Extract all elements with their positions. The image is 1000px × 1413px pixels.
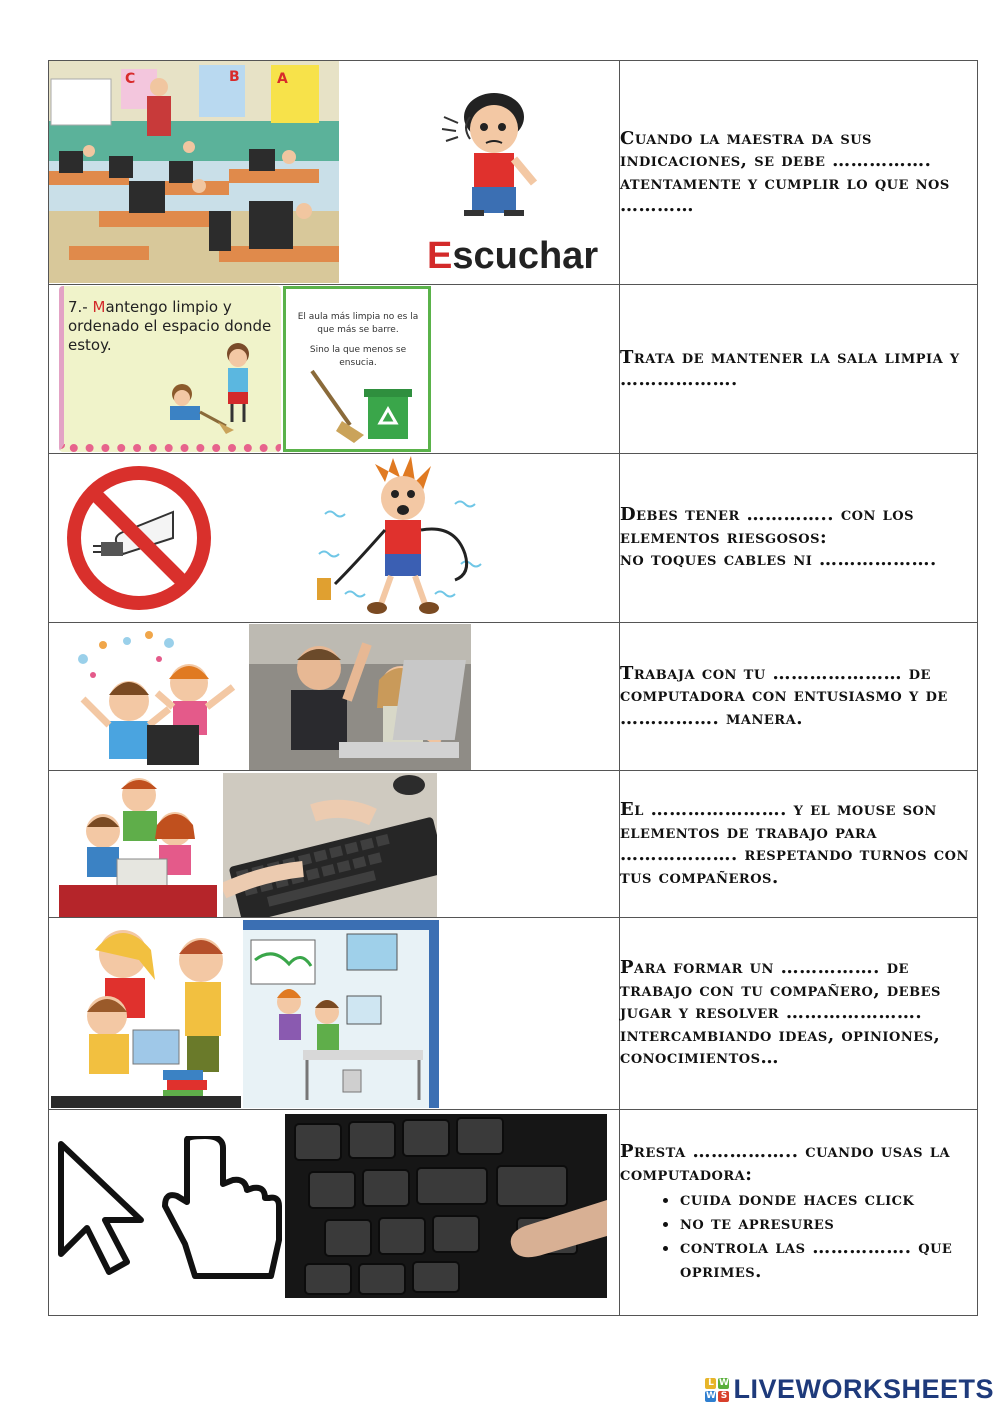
row-7-intro: Presta …………….. cuando usas la computadora: bbox=[620, 1141, 951, 1185]
row-2-images bbox=[49, 285, 620, 454]
classroom-illustration bbox=[49, 61, 339, 283]
sign-line-2: Sino la que menos se ensucia. bbox=[309, 345, 407, 368]
row-3-images bbox=[49, 454, 620, 623]
clean-classroom-sign bbox=[283, 286, 431, 452]
listening-boy-illustration bbox=[424, 87, 564, 227]
row-1 bbox=[49, 61, 978, 285]
keyboard-enter-photo bbox=[285, 1114, 607, 1298]
row-1-text: Cuando la maestra da sus indicaciones, se debe ……………. atentamente y cumplir lo que nos ………… bbox=[620, 127, 950, 216]
row-5-text-cell bbox=[620, 771, 978, 918]
rule-card-7 bbox=[59, 286, 281, 452]
row-2-text: Trata de mantener la sala limpia y ………………. bbox=[620, 346, 960, 390]
liveworksheets-logo bbox=[705, 1374, 994, 1405]
row-5-images bbox=[49, 771, 620, 918]
escuchar-caption: Escuchar bbox=[427, 235, 599, 277]
row-7-bullet-1: • cuida donde haces click bbox=[680, 1188, 977, 1212]
row-4-text-cell bbox=[620, 623, 978, 771]
kids-studying-illustration bbox=[51, 920, 241, 1108]
liveworksheets-mark-icon: L W W S bbox=[706, 1377, 729, 1401]
row-1-images bbox=[49, 61, 620, 285]
broom-recycle-bin-icon bbox=[306, 365, 416, 445]
row-4 bbox=[49, 623, 978, 771]
poster-letter-b: B bbox=[229, 69, 240, 85]
no-unplugging-icon bbox=[63, 462, 215, 614]
row-5 bbox=[49, 771, 978, 918]
sign-line-1: El aula más limpia no es la que más se barre. bbox=[297, 312, 419, 335]
poster-letter-a: A bbox=[277, 71, 288, 87]
row-7-text-cell bbox=[620, 1110, 978, 1316]
row-5-text: El …………………. y el mouse son elementos de trabajo para ………………. respetando turnos con tus compañeros. bbox=[620, 799, 969, 888]
row-7-bullet-3: • controla las ……………. que oprimes. bbox=[680, 1236, 977, 1284]
row-3 bbox=[49, 454, 978, 623]
liveworksheets-brand[interactable]: LIVEWORKSHEETS bbox=[733, 1374, 994, 1404]
row-3-text bbox=[620, 504, 977, 572]
row-7-bullet-2: • no te apresures bbox=[680, 1212, 977, 1236]
poster-letter-c: C bbox=[125, 71, 136, 87]
row-4-images bbox=[49, 623, 620, 771]
kids-laptop-photo bbox=[249, 624, 471, 770]
row-2-text-cell bbox=[620, 285, 978, 454]
row-6 bbox=[49, 918, 978, 1110]
row-7-bullet-list bbox=[620, 1188, 977, 1284]
happy-kids-computer-illustration bbox=[73, 629, 245, 765]
row-3-text-line-1: Debes tener ………….. con los elementos riesgosos: bbox=[620, 504, 914, 548]
row-3-text-line-2: no toques cables ni ………………. bbox=[620, 549, 937, 571]
row-2 bbox=[49, 285, 978, 454]
typing-keyboard-photo bbox=[223, 773, 437, 917]
row-3-text-cell bbox=[620, 454, 978, 623]
row-4-text: Trabaja con tu ………………… de computadora con entusiasmo y de ……………. manera. bbox=[620, 662, 948, 729]
computer-lab-illustration bbox=[243, 920, 439, 1108]
rule-card-7-text: 7.- Mantengo limpio y ordenado el espacio donde estoy. bbox=[68, 298, 272, 354]
row-7-text bbox=[620, 1141, 977, 1284]
row-1-text-cell bbox=[620, 61, 978, 285]
row-6-images bbox=[49, 918, 620, 1110]
mouse-cursors-icon bbox=[53, 1136, 285, 1296]
kids-at-computer-illustration bbox=[59, 773, 217, 917]
worksheet-table bbox=[48, 60, 978, 1316]
electrocuted-boy-illustration bbox=[305, 454, 495, 622]
kids-cleaning-illustration bbox=[160, 338, 270, 434]
row-7-images bbox=[49, 1110, 620, 1316]
row-6-text: Para formar un ……………. de trabajo con tu compañero, debes jugar y resolver …………………. intercambiando ideas, opiniones, conocimientos… bbox=[620, 957, 941, 1069]
row-6-text-cell bbox=[620, 918, 978, 1110]
row-7 bbox=[49, 1110, 978, 1316]
